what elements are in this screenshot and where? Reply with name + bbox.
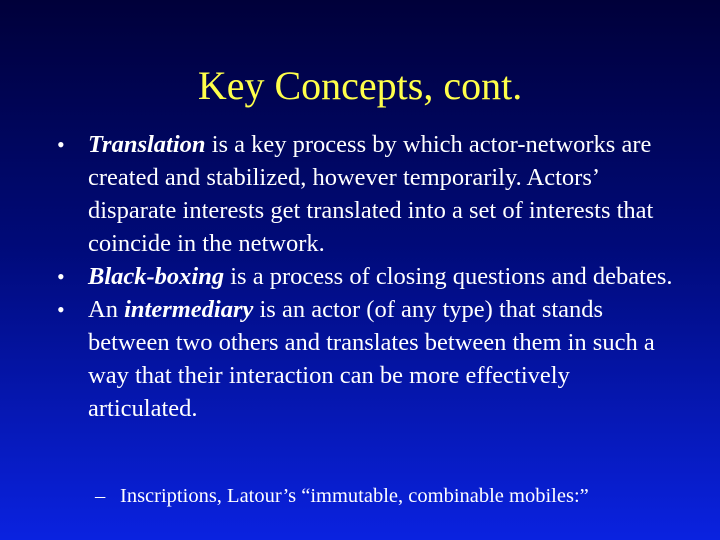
term-black-boxing: Black-boxing (88, 263, 225, 290)
bullet-intermediary (55, 293, 680, 425)
bullet-text: is a key process by which actor-networks are created and stabilized, however temporarily. Actors’ disparate interests get translated into a set of interests that coincide in the network. (88, 131, 654, 257)
bullet-text: is a process of closing questions and debates. (224, 263, 673, 290)
sub-bullet-text: Inscriptions, Latour’s “immutable, combinable mobiles:” (120, 485, 589, 507)
bullet-marker: • (57, 132, 65, 157)
bullet-list (55, 128, 680, 425)
term-translation: Translation (88, 131, 206, 158)
bullet-text: is an actor (of any type) that stands between two others and translates between them in such a way that their interaction can be more effectively articulated. (88, 296, 655, 422)
bullet-prefix: An (88, 296, 125, 323)
bullet-black-boxing (55, 260, 680, 293)
bullet-marker: • (57, 297, 65, 322)
bullet-marker: • (57, 264, 65, 289)
term-intermediary: intermediary (124, 296, 254, 323)
bullet-translation (55, 128, 680, 260)
sub-bullet-marker: – (95, 485, 106, 507)
slide-title: Key Concepts, cont. (197, 63, 523, 108)
sub-bullet-inscriptions (95, 483, 680, 509)
